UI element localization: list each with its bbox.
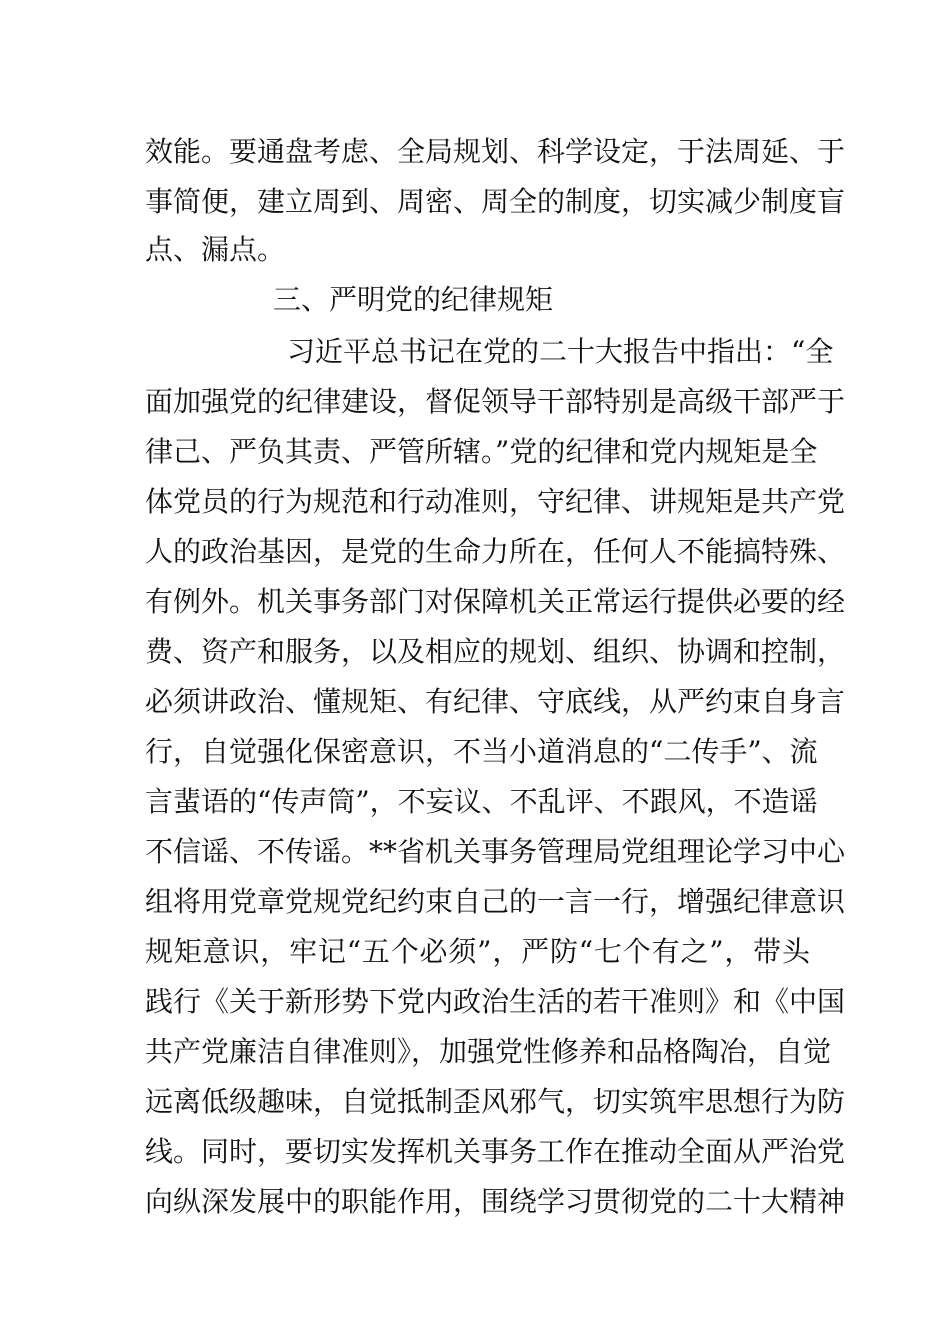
text-line: 效能。要通盘考虑、全局规划、科学设定，于法周延、于 [145,135,846,168]
text-line: 体党员的行为规范和行动准则，守纪律、讲规矩是共产党 [145,485,846,518]
text-line: 远离低级趣味，自觉抵制歪风邪气，切实筑牢思想行为防 [145,1085,846,1118]
text-line: 人的政治基因，是党的生命力所在，任何人不能搞特殊、 [145,535,846,568]
text-line: 共产党廉洁自律准则》，加强党性修养和品格陶冶，自觉 [145,1035,832,1068]
text-line: 费、资产和服务，以及相应的规划、组织、协调和控制， [145,635,846,668]
text-line: 有例外。机关事务部门对保障机关正常运行提供必要的经 [145,585,846,618]
text-line: 规矩意识，牢记“五个必须”，严防“七个有之”，带头 [145,935,810,968]
text-line: 线。同时，要切实发挥机关事务工作在推动全面从严治党 [145,1135,846,1168]
text-line: 点、漏点。 [145,233,286,266]
section-heading: 三、严明党的纪律规矩 [273,283,554,316]
paragraph-first-line: 习近平总书记在党的二十大报告中指出：“全 [287,335,834,368]
text-line: 不信谣、不传谣。**省机关事务管理局党组理论学习中心 [145,835,846,868]
text-line: 事简便，建立周到、周密、周全的制度，切实减少制度盲 [145,185,846,218]
text-line: 面加强党的纪律建设，督促领导干部特别是高级干部严于 [145,385,846,418]
text-line: 行，自觉强化保密意识，不当小道消息的“二传手”、流 [145,735,818,768]
text-line: 律己、严负其责、严管所辖。”党的纪律和党内规矩是全 [145,435,818,468]
text-line: 言蜚语的“传声筒”，不妄议、不乱评、不跟风，不造谣 [145,785,818,818]
text-line: 向纵深发展中的职能作用，围绕学习贯彻党的二十大精神 [145,1185,846,1218]
text-line: 必须讲政治、懂规矩、有纪律、守底线，从严约束自身言 [145,685,846,718]
text-line: 践行《关于新形势下党内政治生活的若干准则》和《中国 [145,985,846,1018]
text-line: 组将用党章党规党纪约束自己的一言一行，增强纪律意识 [145,885,846,918]
